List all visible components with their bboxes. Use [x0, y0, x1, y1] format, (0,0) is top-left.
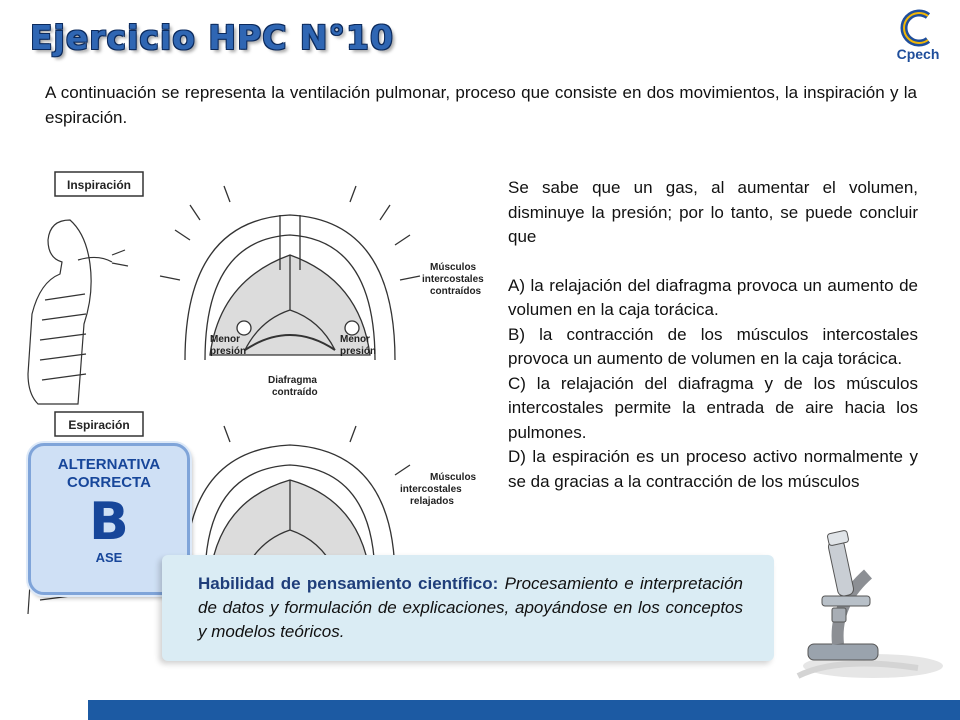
- microscope-icon: [778, 526, 948, 686]
- option-a: A) la relajación del diafragma provoca un aumento de volumen en la caja torácica.: [508, 275, 918, 319]
- thorax-inspiration: [160, 186, 420, 360]
- right-pressure-line2: presión: [340, 346, 377, 357]
- diaphragm-line1: Diafragma: [268, 375, 317, 386]
- inspiration-label-box: [55, 172, 143, 196]
- logo-text: Cpech: [896, 46, 940, 62]
- question-block: [508, 176, 918, 494]
- option-c: C) la relajación del diafragma y de los músculos intercostales permite la entrada de aire hacia los pulmones.: [508, 373, 918, 442]
- option-d: D) la espiración es un proceso activo normalmente y se da gracias a la contracción de los músculos: [508, 447, 918, 491]
- question-stem: Se sabe que un gas, al aumentar el volumen, disminuye la presión; por lo tanto, se puede concluir que: [508, 178, 918, 246]
- intro-text: A continuación se representa la ventilación pulmonar, proceso que consiste en dos movimientos, la inspiración y la espiración.: [45, 83, 917, 127]
- cpech-logo: [888, 8, 948, 66]
- expiration-muscles-line2: intercostales: [400, 484, 462, 495]
- answer-label: ALTERNATIVA CORRECTA: [57, 456, 161, 491]
- answer-letter: B: [89, 492, 129, 552]
- answer-code: ASE: [95, 550, 123, 565]
- cpech-logo-icon: [888, 8, 948, 48]
- expiration-muscles-line1: Músculos: [430, 472, 477, 483]
- left-pressure-line2: presión: [210, 346, 247, 357]
- expiration-label-box: [55, 412, 143, 436]
- diaphragm-line2: contraído: [272, 387, 318, 398]
- expiration-muscles-line3: relajados: [410, 496, 454, 507]
- inspiration-muscles-line2: intercostales: [422, 274, 484, 285]
- skill-description: Procesamiento e interpretación de datos y formulación de explicaciones, apoyándose en los conceptos y modelos teóricos.: [198, 574, 743, 641]
- torso-inspiration-sketch: [28, 220, 128, 404]
- bottom-bar: [88, 700, 960, 720]
- inspiration-muscles-line1: Músculos: [430, 262, 477, 273]
- right-pressure-line1: Menor: [340, 334, 370, 345]
- skill-text: [198, 572, 743, 644]
- option-b: B) la contracción de los músculos intercostales provoca un aumento de volumen en la caja torácica.: [508, 324, 918, 368]
- skill-box: [162, 555, 774, 661]
- expiration-label: Espiración: [68, 418, 130, 432]
- skill-label: Habilidad de pensamiento científico:: [198, 574, 499, 593]
- slide-title: Ejercicio HPC N°10: [30, 18, 394, 57]
- inspiration-muscles-line3: contraídos: [430, 286, 482, 297]
- left-pressure-line1: Menor: [210, 334, 240, 345]
- inspiration-label: Inspiración: [66, 178, 132, 192]
